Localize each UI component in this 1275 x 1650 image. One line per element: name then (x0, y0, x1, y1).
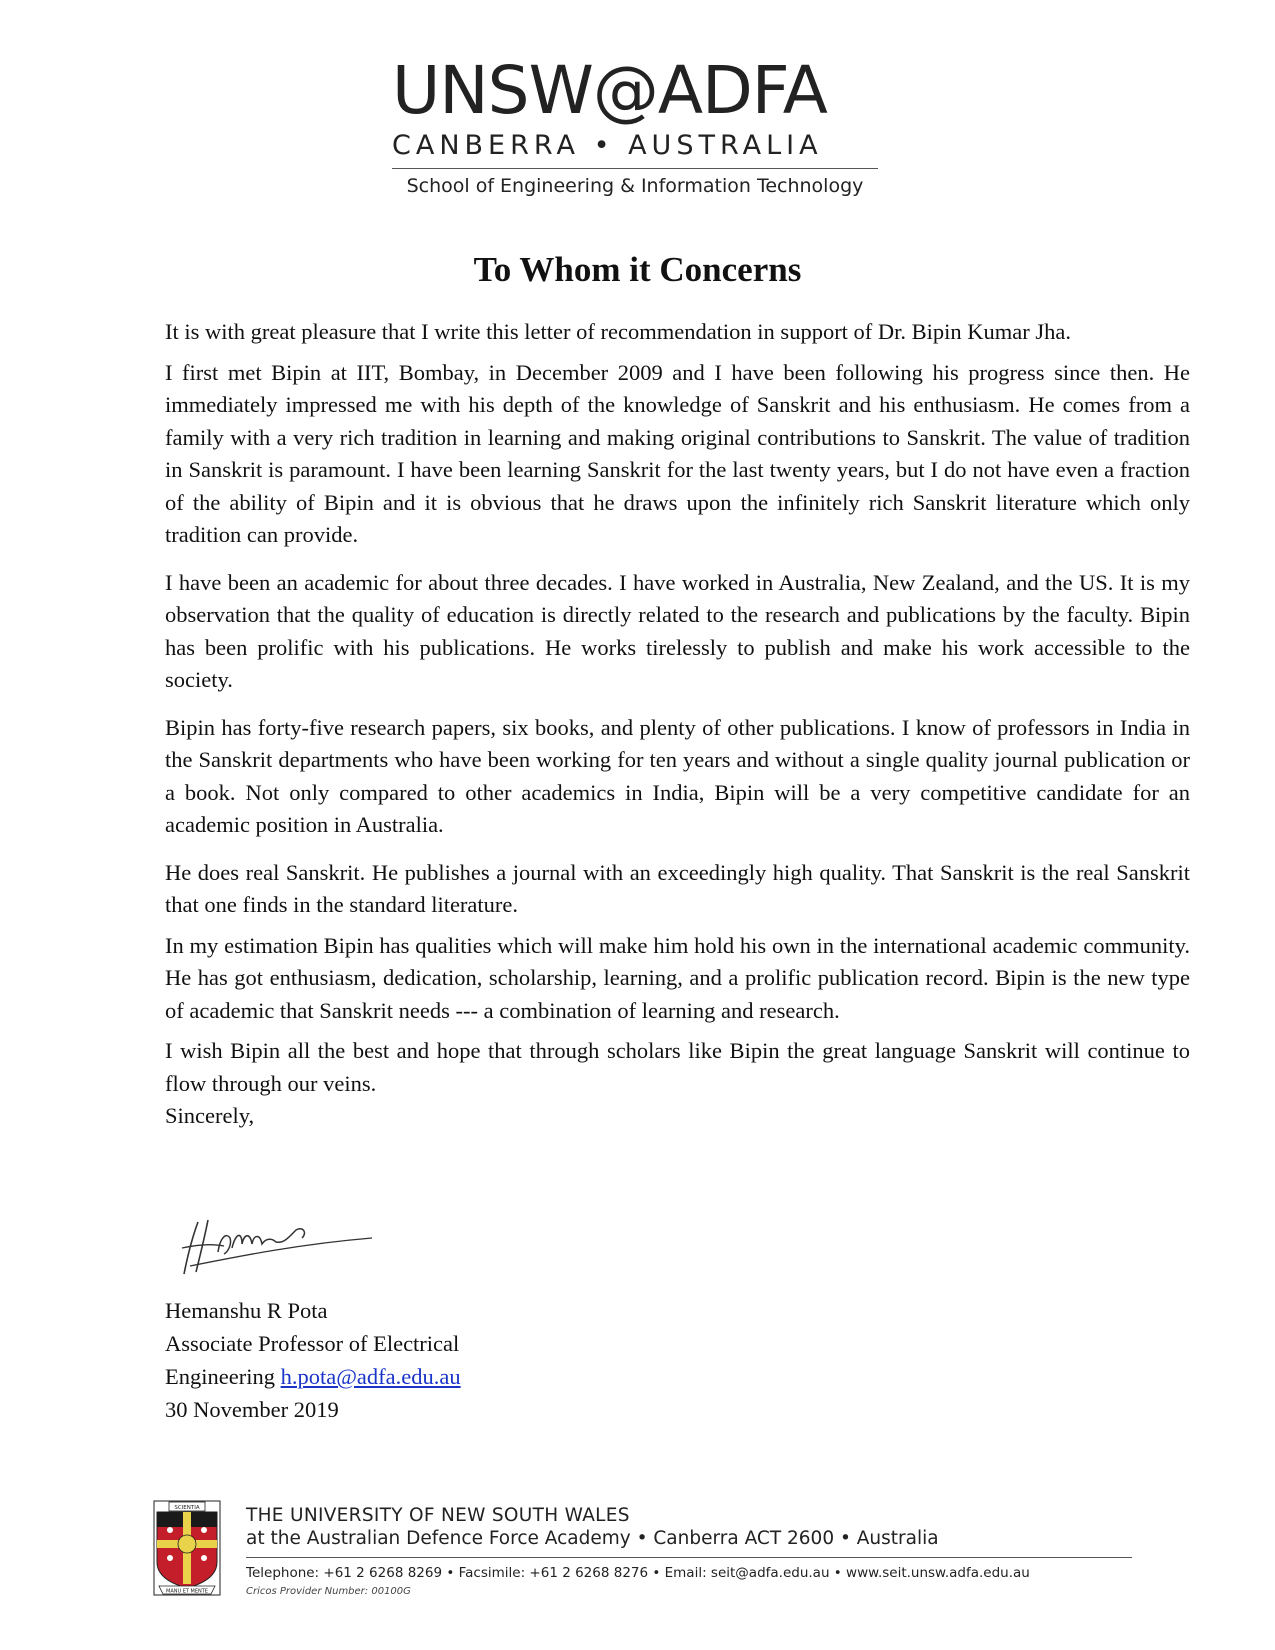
signer-block (165, 1294, 461, 1426)
signer-title: Associate Professor of Electrical (165, 1331, 460, 1356)
paragraph-real-sanskrit: He does real Sanskrit. He publishes a journal with an exceedingly high quality. That Sanskrit is the real Sanskrit that one finds in the standard literature. (165, 859, 1190, 917)
letterhead-divider (392, 168, 878, 169)
letterhead-school: School of Engineering & Information Technology (406, 175, 864, 197)
closing: Sincerely, (165, 1103, 255, 1128)
paragraph-academic: I have been an academic for about three decades. I have worked in Australia, New Zealand, and the US. It is my observation that the quality of education is directly related to the research and publications by the faculty. Bipin has been prolific with his publications. He works tirelessly to publish and make his work accessible to the society. (165, 569, 1190, 692)
letter-title: To Whom it Concerns (473, 250, 802, 289)
paragraph-estimation: In my estimation Bipin has qualities which will make him hold his own in the international academic community. He has got enthusiasm, dedication, scholarship, learning, and a prolific publication record. Bipin is the new type of academic that Sanskrit needs --- a combination of learning and research. (165, 932, 1190, 1023)
letterhead (392, 54, 878, 199)
letter-date: 30 November 2019 (165, 1397, 339, 1422)
handwritten-signature (180, 1208, 380, 1280)
footer-address: at the Australian Defence Force Academy • Canberra ACT 2600 • Australia (246, 1528, 939, 1549)
letterhead-name: UNSW@ADFA (392, 52, 827, 129)
university-crest-logo (153, 1500, 221, 1596)
signer-title-continued (165, 1360, 461, 1393)
footer-divider (246, 1557, 1132, 1558)
paragraph-intro: It is with great pleasure that I write this letter of recommendation in support of Dr. Bipin Kumar Jha. (165, 319, 1072, 344)
signer-name: Hemanshu R Pota (165, 1298, 328, 1323)
paragraph-first-met: I first met Bipin at IIT, Bombay, in December 2009 and I have been following his progress since then. He immediately impressed me with his depth of the knowledge of Sanskrit and his enthusiasm. He comes from a family with a very rich tradition in learning and making original contributions to Sanskrit. The value of tradition in Sanskrit is paramount. I have been learning Sanskrit for the last twenty years, but I do not have even a fraction of the ability of Bipin and it is obvious that he draws upon the infinitely rich Sanskrit literature which only tradition can provide. (165, 359, 1190, 547)
signer-title-line2: Engineering (165, 1364, 275, 1389)
letterhead-location: CANBERRA • AUSTRALIA (392, 130, 823, 161)
footer-university: THE UNIVERSITY OF NEW SOUTH WALES (246, 1505, 630, 1526)
letter-footer (246, 1505, 1132, 1598)
footer-contact: Telephone: +61 2 6268 8269 • Facsimile: +61 2 6268 8276 • Email: seit@adfa.edu.au • www.seit.unsw.adfa.edu.au (246, 1565, 1030, 1581)
footer-cricos: Cricos Provider Number: 00100G (246, 1586, 411, 1597)
paragraph-publications: Bipin has forty-five research papers, six books, and plenty of other publications. I know of professors in India in the Sanskrit departments who have been working for ten years and without a single quality journal publication or a book. Not only compared to other academics in India, Bipin will be a very competitive candidate for an academic position in Australia. (165, 714, 1190, 837)
crest-motto-bottom: MANU ET MENTE (166, 1588, 208, 1595)
letter-body (165, 316, 1190, 1133)
paragraph-wishes: I wish Bipin all the best and hope that through scholars like Bipin the great language Sanskrit will continue to flow through our veins. (165, 1038, 1190, 1096)
signer-email-link[interactable]: h.pota@adfa.edu.au (280, 1364, 461, 1389)
crest-motto-top: SCIENTIA (174, 1505, 200, 1511)
